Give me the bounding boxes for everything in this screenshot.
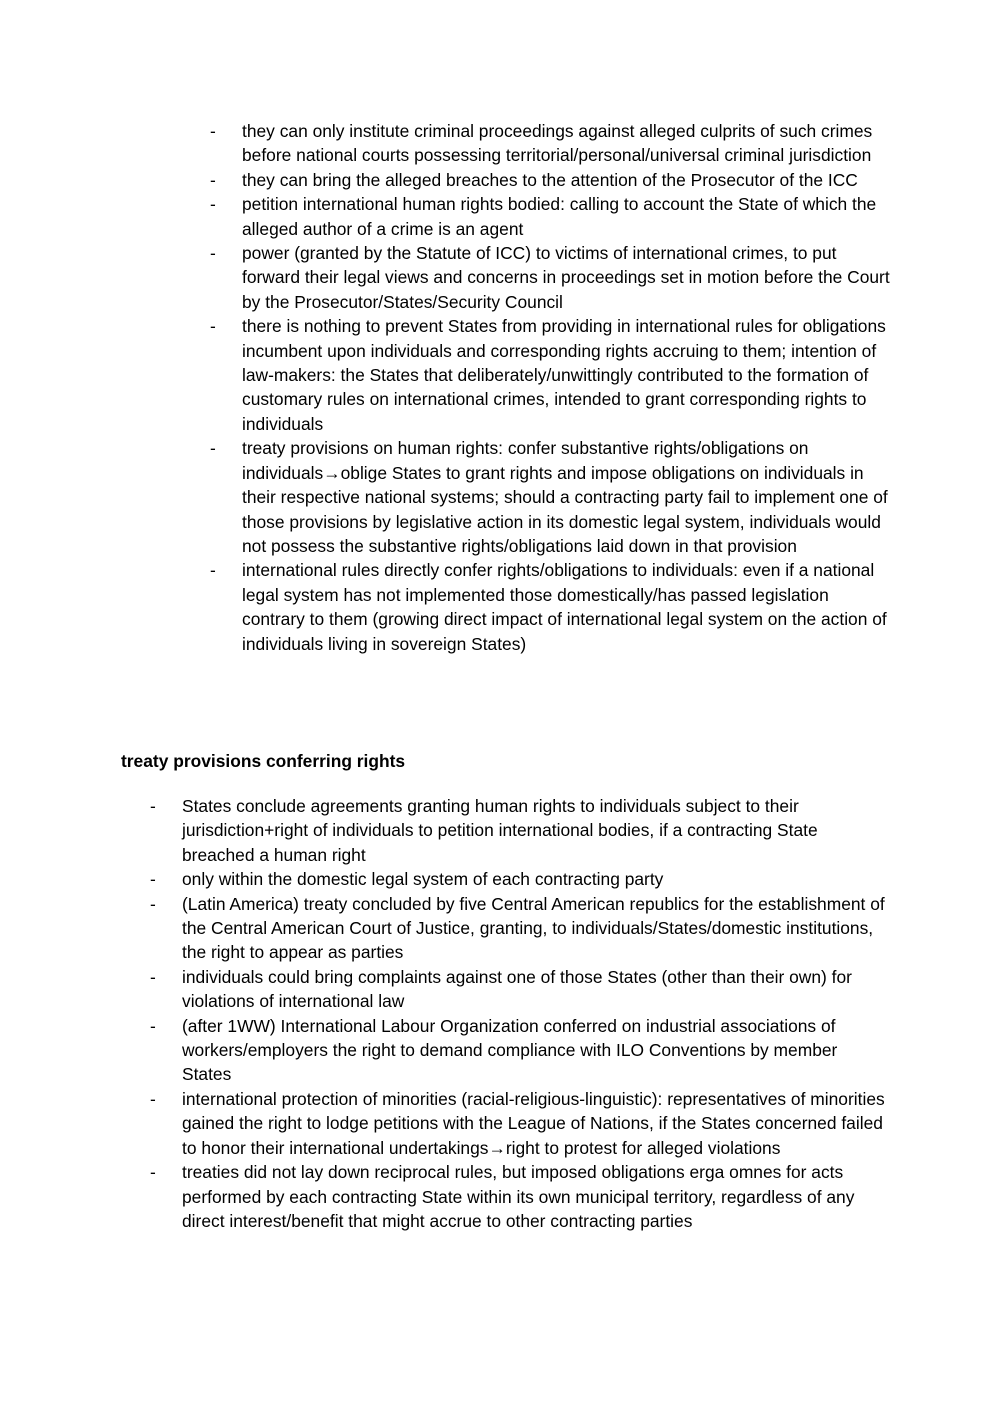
bullet-dash: - bbox=[210, 243, 216, 264]
list-item bbox=[210, 119, 890, 168]
list-item bbox=[210, 168, 890, 192]
list-item-text: individuals could bring complaints against one of those States (other than their own) for violations of international law bbox=[182, 966, 852, 1012]
list-item bbox=[210, 436, 890, 558]
list-item-text: petition international human rights bodied: calling to account the State of which the alleged author of a crime is an agent bbox=[242, 194, 877, 239]
list-item bbox=[150, 892, 890, 965]
bullet-dash: - bbox=[210, 194, 216, 215]
list-item-text: treaty provisions on human rights: confer substantive rights/obligations on individuals→oblige States to grant rights and impose obligations on individuals in their respective national systems; should a contracting party fail to implement one of those provisions by legislative action in its domestic legal system, individuals would not possess the substantive rights/obligations laid down in that provision bbox=[242, 438, 888, 556]
bullet-dash: - bbox=[150, 1015, 156, 1036]
bullet-dash: - bbox=[210, 438, 216, 459]
list-item-text: (after 1WW) International Labour Organization conferred on industrial associations of workers/employers the right to demand compliance with ILO Conventions by member States bbox=[182, 1015, 838, 1085]
list-item bbox=[210, 314, 890, 436]
bullet-dash: - bbox=[150, 869, 156, 890]
list-item-text: there is nothing to prevent States from providing in international rules for obligations incumbent upon individuals and corresponding rights accruing to them; intention of law-makers: the States that deliberately/unwittingly contributed to the formation of customary rules on international crimes, intended to grant corresponding rights to individuals bbox=[242, 316, 886, 434]
list-item bbox=[150, 1087, 890, 1160]
list-item bbox=[210, 192, 890, 241]
bullet-dash: - bbox=[150, 1162, 156, 1183]
list-item bbox=[210, 558, 890, 656]
bullet-dash: - bbox=[150, 893, 156, 914]
list-item bbox=[150, 1014, 890, 1087]
bullet-dash: - bbox=[150, 796, 156, 816]
bullet-dash: - bbox=[150, 1088, 156, 1109]
list-item-text: they can bring the alleged breaches to the attention of the Prosecutor of the ICC bbox=[242, 169, 858, 190]
list-item-text: international protection of minorities (racial-religious-linguistic): representatives of minorities gained the right to lodge petitions with the League of Nations, if the States concerned failed to honor their international undertakings→right to protest for alleged violations bbox=[182, 1088, 885, 1158]
list-item bbox=[210, 241, 890, 314]
list-item bbox=[150, 1160, 890, 1233]
section-heading: treaty provisions conferring rights bbox=[121, 751, 406, 771]
list-item bbox=[150, 965, 890, 1014]
list-item-text: treaties did not lay down reciprocal rules, but imposed obligations erga omnes for acts performed by each contracting State within its own municipal territory, regardless of any direct interest/benefit that might accrue to other contracting parties bbox=[182, 1162, 855, 1231]
list-item-text: international rules directly confer rights/obligations to individuals: even if a national legal system has not implemented those domestically/has passed legislation contrary to them (growing direct impact of international legal system on the action of individuals living in sovereign States) bbox=[242, 560, 887, 654]
bullet-dash: - bbox=[210, 169, 216, 190]
list-item bbox=[150, 867, 890, 891]
list-item-text: only within the domestic legal system of each contracting party bbox=[182, 869, 664, 890]
list-item-text: power (granted by the Statute of ICC) to victims of international crimes, to put forward their legal views and concerns in proceedings set in motion before the Court by the Prosecutor/States/Security Council bbox=[242, 243, 890, 312]
bullet-list-a bbox=[210, 119, 890, 656]
bullet-dash: - bbox=[210, 316, 216, 337]
bullet-dash: - bbox=[210, 560, 216, 581]
list-item-text: States conclude agreements granting human rights to individuals subject to their jurisdiction+right of individuals to petition international bodies, if a contracting State breached a human right bbox=[182, 796, 818, 865]
list-item bbox=[150, 794, 890, 867]
bullet-list-b bbox=[150, 794, 890, 1233]
list-item-text: they can only institute criminal proceedings against alleged culprits of such crimes before national courts possessing territorial/personal/universal criminal jurisdiction bbox=[242, 121, 873, 166]
list-item-text: (Latin America) treaty concluded by five Central American republics for the establishment of the Central American Court of Justice, granting, to individuals/States/domestic institutions, the right to appear as parties bbox=[182, 893, 885, 963]
bullet-dash: - bbox=[150, 966, 156, 987]
bullet-dash: - bbox=[210, 121, 216, 141]
